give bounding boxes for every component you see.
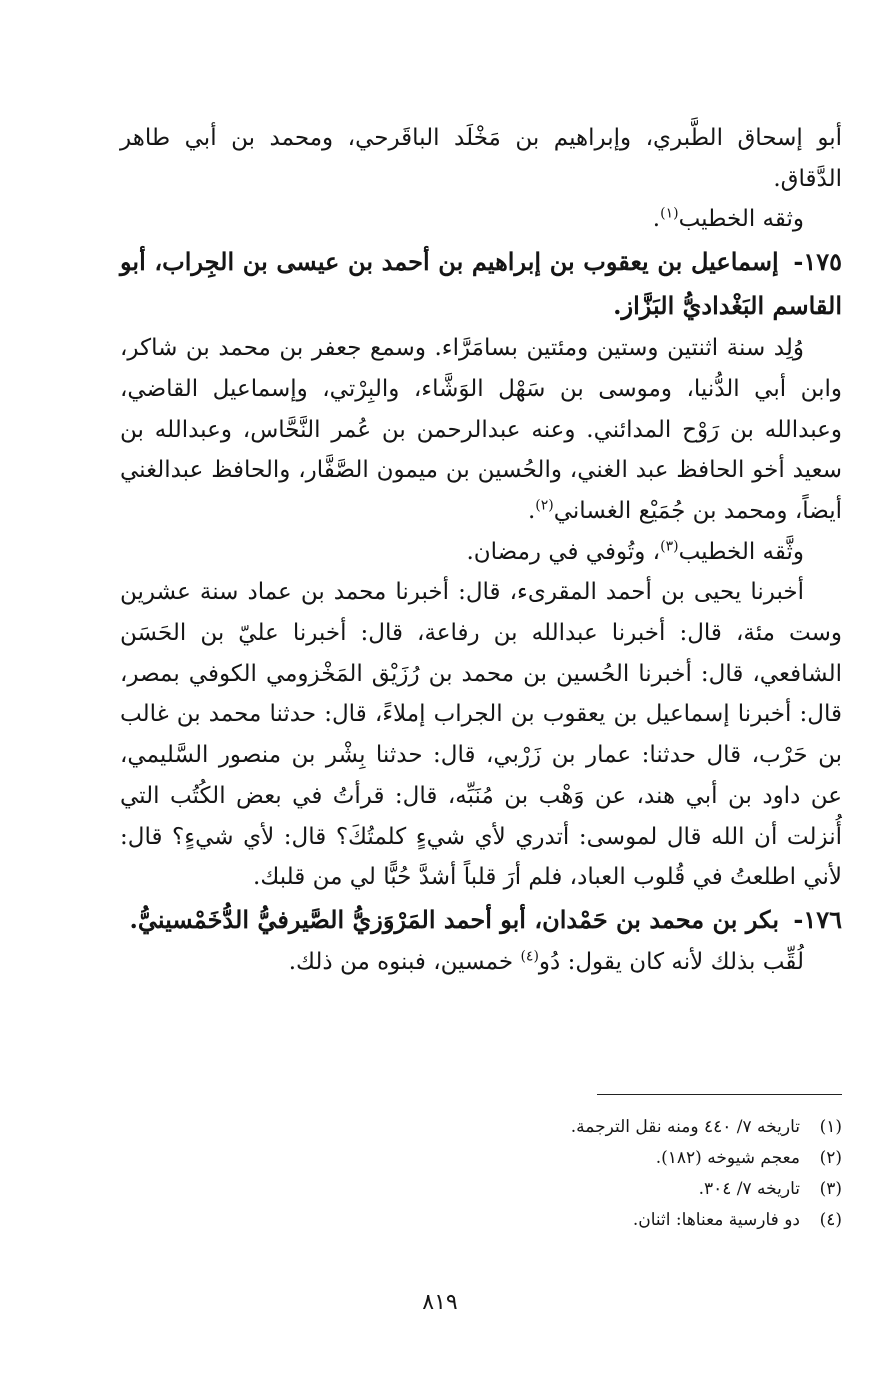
page-number: ٨١٩: [422, 1290, 458, 1315]
paragraph-text: أبو إسحاق الطَّبري، وإبراهيم بن مَخْلَد الباقَرحي، ومحمد بن أبي طاهر الدَّقاق.: [120, 125, 842, 192]
paragraph-text: وثَّقه الخطيب: [678, 538, 804, 565]
paragraph-text: وُلِد سنة اثنتين وستين ومئتين بسامَرَّاء. وسمع جعفر بن محمد بن شاكر، وابن أبي الدُّنيا، وموسى بن سَهْل الوَشَّاء، والبِرْتي، وإسماعيل القاضي، وعبدالله بن رَوْح المدائني. وعنه عبدالرحمن بن عُمر النَّحَّاس، وعبدالله بن سعيد أخو الحافظ عبد الغني، والحُسين بن ميمون الصَّفَّار، والحافظ عبدالغني أيضاً، ومحمد بن جُمَيْع الغساني: [120, 335, 842, 524]
footnote-number: (١): [819, 1117, 842, 1137]
main-text: [120, 118, 842, 983]
entry-176-note: [120, 942, 842, 983]
entry-number: ١٧٦-: [793, 904, 842, 934]
paragraph-trust: [120, 199, 842, 240]
entry-176-heading: [120, 898, 842, 942]
footnote-text: تاريخه ٧/ ٤٤٠ ومنه نقل الترجمة.: [570, 1117, 800, 1137]
footnote-1: [400, 1112, 842, 1143]
paragraph-text: وثقه الخطيب: [678, 206, 804, 233]
footnote-number: (٢): [819, 1148, 842, 1168]
footnote-divider: [597, 1094, 842, 1095]
footnote-text: دو فارسية معناها: اثنان.: [632, 1210, 800, 1230]
entry-number: ١٧٥-: [793, 247, 842, 277]
footnote-text: تاريخه ٧/ ٣٠٤.: [698, 1179, 800, 1199]
entry-175-heading: [120, 240, 842, 328]
entry-175-biography: [120, 328, 842, 532]
footnote-number: (٣): [819, 1179, 842, 1199]
footnote-ref-4: (٤): [520, 948, 539, 965]
entry-175-trust-death: [120, 532, 842, 573]
paragraph-end: خمسين، فبنوه من ذلك.: [288, 948, 521, 975]
paragraph-narrators: [120, 118, 842, 199]
footnote-ref-2: (٢): [535, 497, 554, 514]
footnote-ref-1: (١): [660, 205, 679, 222]
footnote-ref-3: (٣): [660, 537, 679, 554]
footnotes: [400, 1112, 842, 1236]
paragraph-text: لُقِّب بذلك لأنه كان يقول: دُو: [538, 948, 804, 975]
footnote-number: (٤): [819, 1210, 842, 1230]
paragraph-end: ، وتُوفي في رمضان.: [466, 538, 661, 565]
paragraph-end: .: [652, 206, 661, 233]
entry-title: إسماعيل بن يعقوب بن إبراهيم بن أحمد بن عيسى بن الجِراب، أبو القاسم البَغْداديُّ البَزَّاز.: [120, 247, 842, 321]
footnote-4: [400, 1205, 842, 1236]
paragraph-hadith-chain: [120, 572, 842, 898]
paragraph-end: .: [527, 497, 536, 524]
footnote-2: [400, 1143, 842, 1174]
entry-title: بكر بن محمد بن حَمْدان، أبو أحمد المَرْوَزيُّ الصَّيرفيُّ الدُّخَمْسينيُّ.: [129, 904, 779, 934]
paragraph-text: أخبرنا يحيى بن أحمد المقرىء، قال: أخبرنا محمد بن عماد سنة عشرين وست مئة، قال: أخبرنا عبدالله بن رفاعة، قال: أخبرنا عليّ بن الحَسَن الشافعي، قال: أخبرنا الحُسين بن محمد بن رُزَيْق المَخْزومي الكوفي بمصر، قال: أخبرنا إسماعيل بن يعقوب بن الجراب إملاءً، قال: حدثنا محمد بن غالب بن حَرْب، قال حدثنا: عمار بن زَرْبي، قال: حدثنا بِشْر بن منصور السَّليمي، عن داود بن أبي هند، عن وَهْب بن مُنَبِّه، قال: قرأتُ في بعض الكُتُب التي أُنزلت أن الله قال لموسى: أتدري لأي شيءٍ كلمتُكَ؟ قال: لأي شيءٍ؟ قال: لأني اطلعتُ في قُلوب العباد، فلم أرَ قلباً أشدَّ حُبًّا لي من قلبك.: [120, 579, 842, 891]
footnote-text: معجم شيوخه (١٨٢).: [655, 1148, 800, 1168]
footnote-3: [400, 1174, 842, 1205]
